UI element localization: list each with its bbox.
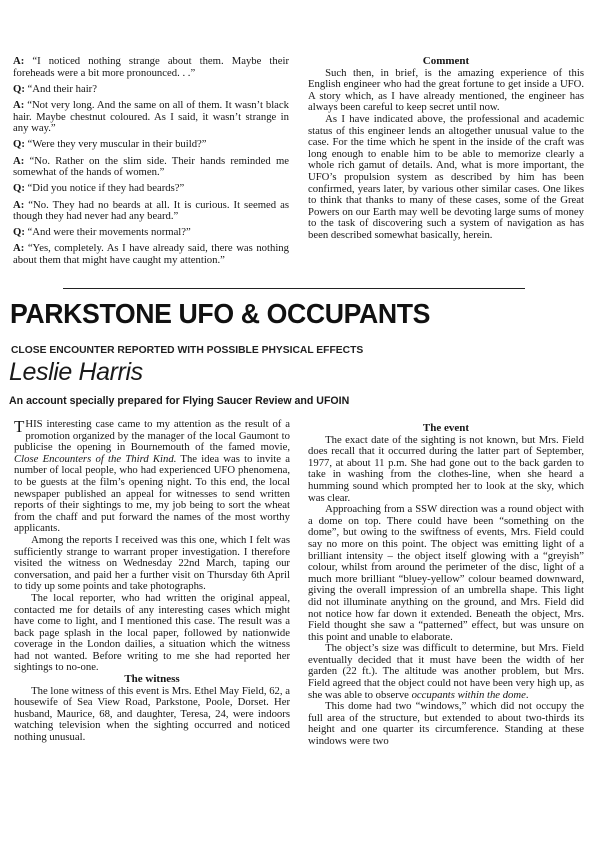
body-paragraph: Among the reports I received was this one, which I felt was sufficiently strange to warrant proper investigation. I therefore visited the witness on Wednesday 22nd March, taping our conversation, and paid her a further visit on Thursday 6th April to tidy up some points and take photographs. — [14, 533, 290, 593]
event-heading: The event — [422, 422, 470, 434]
article-title: PARKSTONE UFO & OCCUPANTS — [10, 298, 431, 329]
speaker-label: A: — [13, 55, 25, 67]
drop-cap: T — [14, 417, 25, 436]
event-paragraph: This dome had two “windows,” which did not occupy the full area of the structure, but extended to about two-thirds its height and one quarter its circumference. Standing at these windows were two — [308, 700, 584, 748]
witness-heading: The witness — [124, 673, 180, 686]
comment-paragraph: As I have indicated above, the professional and academic status of this engineer lends an altogether unusual value to the case. For the time which he spent in the inside of the craft was long enough to enable him to be able to memorize clearly a whole rich gamut of details. And, what is more important, the UFO’s propulsion system as described by him has been confirmed, years later, by various other similar cases. One likes to think that thanks to many of these cases, some of the Great Powers on our Earth may well be devoting large sums of money to the task of discovering such a system of navigation as has been described somewhat basically, herein. — [308, 112, 584, 241]
speaker-label: A: — [13, 242, 25, 255]
comment-column — [308, 56, 584, 242]
speaker-label: Q: — [13, 182, 25, 195]
speaker-label: A: — [13, 154, 25, 167]
speaker-label: Q: — [13, 138, 25, 151]
speaker-label: Q: — [13, 82, 25, 95]
speaker-label: A: — [13, 98, 25, 111]
article-standfirst: An account specially prepared for Flying Saucer Review and UFOIN — [9, 395, 350, 407]
event-paragraph: The object’s size was difficult to determine, but Mrs. Field eventually decided that it must have been the width of her garden (22 ft.). The altitude was another problem, but Mrs. Field agreed that the object could not have been very high up, as she was able to observe occupants within the dome. — [308, 642, 584, 701]
emphasis-text: occupants within the dome — [411, 688, 526, 701]
comment-heading: Comment — [422, 55, 470, 67]
interview-line: Q: “And were their movements normal?” — [13, 226, 191, 239]
interview-column — [13, 56, 289, 271]
article-right-column — [308, 423, 584, 748]
body-paragraph: The local reporter, who had written the original appeal, contacted me for details of any interesting cases which might have come to light, and I mentioned this case. The result was a back page splash in the local paper, followed by nationwide coverage in the London dailies, a situation which the witness had not wanted. Before writing to me she had reported her sightings to no-one. — [14, 591, 290, 674]
speaker-label: A: — [13, 198, 25, 211]
section-divider — [63, 288, 525, 289]
article-left-column — [14, 419, 290, 744]
interview-line: A: “I noticed nothing strange about them. Maybe their foreheads were a bit more pronounced. . .” — [13, 55, 290, 79]
interview-line: A: “No. They had no beards at all. It is curious. It seemed as though they had never had any beard.” — [13, 198, 290, 223]
comment-paragraph: Such then, in brief, is the amazing experience of this English engineer who had the great fortune to get inside a UFO. A story which, as I have already mentioned, the engineer has always been careful to keep secret until now. — [308, 66, 584, 114]
article-author: Leslie Harris — [9, 358, 143, 386]
movie-title: Close Encounters of the Third Kind. — [14, 452, 177, 465]
article-kicker: CLOSE ENCOUNTER REPORTED WITH POSSIBLE PHYSICAL EFFECTS — [11, 345, 364, 356]
event-paragraph: The exact date of the sighting is not known, but Mrs. Field does recall that it occurred during the latter part of September, 1977, at about 11 p.m. She had gone out to the back garden to take in washing from the clothes-line, when she heard a humming sound which prompted her to look at the sky, which was clear. — [308, 433, 584, 504]
interview-line: Q: “Did you notice if they had beards?” — [13, 182, 185, 195]
intro-paragraph: THIS interesting case came to my attention as the result of a promotion organized by the manager of the local Gaumont to publicise the opening in Bournemouth of the famed movie, Close Encounters of the Third Kind. The idea was to invite a number of local people, who had experienced UFO phenomena, to be guests at the film’s opening night. To this end, the local newspaper published an appeal for witnesses to send written reports of their sightings to me, my job being to sort the wheat from the chaff and put forward the names of the most worthy applicants. — [14, 417, 290, 535]
interview-line: A: “No. Rather on the slim side. Their hands reminded me somewhat of the hands of women.” — [13, 154, 290, 179]
speaker-label: Q: — [13, 226, 25, 239]
interview-line: Q: “Were they very muscular in their build?” — [13, 138, 207, 151]
interview-line: Q: “And their hair? — [13, 82, 97, 95]
interview-line: A: “Yes, completely. As I have already said, there was nothing about them that might have caught my attention.” — [13, 242, 289, 267]
interview-line: A: “Not very long. And the same on all of them. It wasn’t black hair. Maybe chestnut coloured. As I said, it wasn’t strange in any way.” — [13, 98, 289, 135]
witness-paragraph: The lone witness of this event is Mrs. Ethel May Field, 62, a housewife of Sea View Road, Parkstone, Poole, Dorset. Her husband, Maurice, 68, and daughter, Teresa, 24, were indoors watching television when the sighting occurred and noticed nothing unusual. — [14, 684, 290, 744]
event-paragraph: Approaching from a SSW direction was a round object with a dome on top. There could have been “something on the dome”, but owing to the swiftness of events, Mrs. Field could say no more on this point. The object was emitting light of a brilliant intensity – the object itself glowing with a “greyish” colour, whilst from around the perimeter of the disc, light of a much more brilliant “bluey-yellow” colour beamed downward, giving the overall impression of an umbrella shape. This light did not illuminate anything on the ground, and Mrs. Field did not notice how far down it extended. Beneath the object, Mrs. Field thought she saw a “patterned” effect, but was unsure on this point and unable to elaborate. — [308, 503, 584, 643]
